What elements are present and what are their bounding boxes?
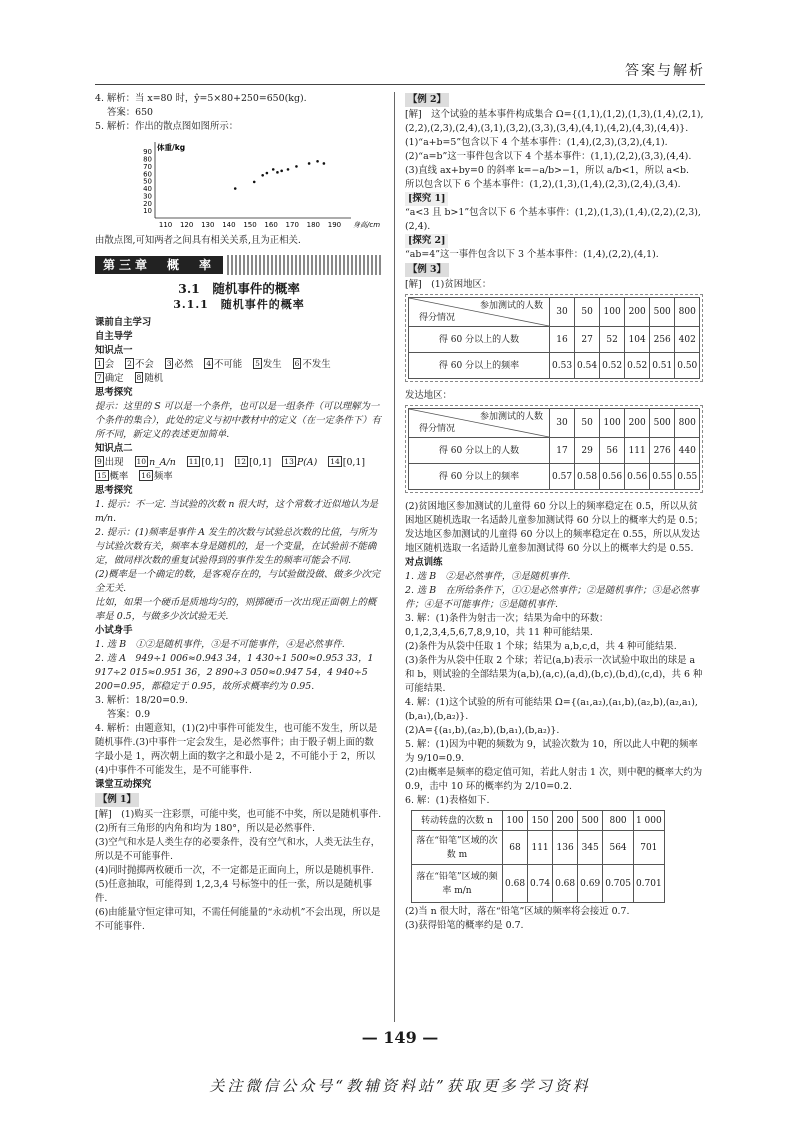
training-6: 6. 解：(1)表格如下.: [405, 795, 490, 806]
example-1-a: [解] (1)购买一注彩票，可能中奖，也可能不中奖，所以是随机事件.: [95, 809, 382, 820]
example-3-tag: 【例 3】: [405, 263, 449, 277]
heading-think-2: 思考探究: [95, 485, 133, 496]
section-title: 3.1 随机事件的概率: [178, 281, 300, 296]
y-tick-label: 30: [143, 192, 152, 201]
heading-small-test: 小试身手: [95, 625, 133, 636]
developed-area-table-wrap: [405, 405, 703, 493]
small-test-1: 1. 选 B ①②是随机事件，③是不可能事件，④是必然事件.: [95, 639, 345, 650]
y-tick-label: 10: [143, 207, 152, 216]
training-6c: (3)获得铅笔的概率约是 0.7.: [405, 920, 524, 931]
probe-2-tag: [探究 2]: [405, 234, 448, 248]
heading-knowledge-1: 知识点一: [95, 345, 133, 356]
poor-area-table: 参加测试的人数 得分情况 30 50 100 200 500 800 得 60 分以上的人数 16 27 52 104 256 402 得 60 分以上的频率 0.53 0.54 0.52 0.52 0.51 0.50: [408, 297, 700, 379]
y-tick-label: 20: [143, 199, 152, 208]
example-2-b: (1)“a+b=5”包含以下 4 个基本事件：(1,4),(2,3),(3,2),(4,1).: [405, 137, 668, 148]
scatter-point: [287, 168, 290, 171]
chapter-banner: [95, 254, 383, 276]
developed-area-label: 发达地区：: [405, 390, 452, 401]
x-tick-label: 150: [243, 221, 257, 229]
q4-analysis: 4. 解析：当 x=80 时，ŷ=5×80+250=650(kg).: [95, 93, 307, 104]
right-column: [405, 92, 705, 933]
knowledge-1-row-2: 7 确定 8 随机: [97, 373, 164, 384]
diag-header-cell: 参加测试的人数 得分情况: [409, 298, 550, 327]
x-tick-label: 110: [158, 221, 173, 229]
y-tick-label: 90: [143, 148, 152, 157]
developed-area-table: 参加测试的人数 得分情况 30 50 100 200 500 800 得 60 分以上的人数 17 29 56 111 276 440 得 60 分以上的频率 0.57 0.58 0.56 0.56 0.55 0.55: [408, 408, 700, 490]
scatter-point: [234, 187, 237, 190]
training-2: 2. 选 B 在所给条件下，①①是必然事件；②是随机事件；③是必然事件；④是不可能事件；⑤是随机事件.: [405, 585, 699, 610]
y-tick-label: 40: [143, 185, 152, 194]
training-3c: (3)条件为从袋中任取 2 个球；若记(a,b)表示一次试验中取出的球是 a 和 b，则试验的全部结果为(a,b),(a,c),(a,d),(b,c),(b,d),(c,d)，共 6 种可能结果.: [405, 655, 703, 694]
probe-1-text: “a<3 且 b>1”包含以下 6 个基本事件：(1,2),(1,3),(1,4),(2,2),(2,3),(2,4).: [405, 207, 701, 232]
example-3-c: 发达地区参加测试的儿童得 60 分以上的频率稳定在 0.55，所以从发达地区随机选取一名适龄儿童参加测试得 60 分以上的概率大约是 0.55.: [405, 529, 700, 554]
example-2-d: (3)直线 ax+by=0 的斜率 k=−a/b>−1，所以 a/b<1，所以 a<b.: [405, 165, 689, 176]
example-1-e: (5)任意抽取，可能得到 1,2,3,4 号标签中的任一张，所以是随机事件.: [95, 879, 373, 904]
tip-2b: (2)概率是一个确定的数，是客观存在的，与试验做没做、做多少次完全无关.: [95, 569, 381, 594]
training-1: 1. 选 B ②是必然事件，③是随机事件.: [405, 571, 571, 582]
diag-header-cell-2: 参加测试的人数 得分情况: [409, 409, 550, 438]
example-1-c: (3)空气和水是人类生存的必要条件，没有空气和水，人类无法生存，所以是不可能事件.: [95, 837, 381, 862]
probe-1-tag: [探究 1]: [405, 192, 448, 206]
poor-area-table-wrap: [405, 294, 703, 382]
example-1-tag: 【例 1】: [95, 793, 139, 807]
y-tick-label: 50: [143, 177, 152, 186]
scatter-point: [308, 162, 311, 165]
heading-think-1: 思考探究: [95, 387, 133, 398]
training-4a: 4. 解：(1)这个试验的所有可能结果 Ω={(a₁,a₂),(a₁,b),(a₂,b),(a₂,a₁),(b,a₁),(b,a₂)}.: [405, 697, 698, 722]
example-2-tag: 【例 2】: [405, 93, 449, 107]
knowledge-2-row-2: 15 概率 16 频率: [97, 471, 173, 482]
page-header: [95, 58, 705, 85]
q4-answer: 答案：650: [107, 107, 154, 118]
spinner-table: 转动转盘的次数 n 100 150 200 500 800 1 000 落在“铅笔”区域的次数 m 68 111 136 345 564 701 落在“铅笔”区域的频率 m/n 0.68 0.74 0.68 0.69 0.705 0.701: [411, 810, 665, 903]
training-6b: (2)当 n 很大时，落在“铅笔”区域的频率将会接近 0.7.: [405, 906, 630, 917]
small-test-3: 3. 解析：18/20=0.9.: [95, 695, 188, 706]
left-column: [95, 92, 383, 934]
probe-2-text: “ab=4”这一事件包含以下 3 个基本事件：(1,4),(2,2),(4,1).: [405, 249, 659, 260]
tip-2c: 比如，如果一个硬币是质地均匀的，则掷硬币一次出现正面朝上的概率是 0.5，与做多少次试验无关.: [95, 597, 377, 622]
x-tick-label: 160: [264, 221, 278, 229]
heading-training: 对点训练: [405, 557, 443, 568]
training-3b: (2)条件为从袋中任取 1 个球；结果为 a,b,c,d，共 4 种可能结果.: [405, 641, 677, 652]
example-1-b: (2)所有三角形的内角和均为 180°，所以是必然事件.: [95, 823, 315, 834]
x-axis-title: 身高/cm: [353, 221, 381, 229]
x-tick-label: 170: [285, 221, 299, 229]
scatter-point: [253, 181, 256, 184]
heading-guide: 自主导学: [95, 331, 133, 342]
scatter-point: [266, 172, 269, 175]
column-divider: [394, 92, 395, 1022]
small-test-2: 2. 选 A 949÷1 006≈0.943 34，1 430÷1 500≈0.953 33，1 917÷2 015≈0.951 36，2 890÷3 050≈0.947 54，4 940÷5 200=0.95，都稳定于 0.95，故所求概率约为 0.95.: [95, 653, 374, 692]
tip-1: 1. 提示：不一定. 当试验的次数 n 很大时，这个常数才近似地认为是 m/n.: [95, 499, 379, 524]
chapter-title: 第三章 概 率: [95, 256, 223, 274]
scatter-point: [261, 174, 264, 177]
knowledge-1-row-1: 1 会 2 不会 3 必然 4 不可能 5 发生 6 不发生: [97, 359, 331, 370]
scatter-point: [276, 171, 279, 174]
scatter-point: [323, 162, 326, 165]
example-1-d: (4)同时抛掷两枚硬币一次，不一定都是正面向上，所以是随机事件.: [95, 865, 374, 876]
subsection-title: 3.1.1 随机事件的概率: [173, 298, 305, 311]
footer-note: 关注微信公众号“教辅资料站”获取更多学习资料: [209, 1077, 591, 1095]
knowledge-2-row-1: 9 出现 10 n_A/n 11 [0,1] 12 [0,1] 13 P(A) 14 [0,1]: [97, 457, 366, 468]
training-5a: 5. 解：(1)因为中靶的频数为 9，试验次数为 10，所以此人中靶的频率为 9/10=0.9.: [405, 739, 698, 764]
example-3-a: [解] (1)贫困地区：: [405, 279, 492, 290]
tip-2a: 2. 提示：(1)频率是事件 A 发生的次数与试验总次数的比值，与所为与试验次数有关，频率本身是随机的，是一个变量，在试验前不能确定，做同样次数的重复试验得到的事件发生的频率可能会不同.: [95, 527, 377, 566]
example-2-e: 所以包含以下 6 个基本事件：(1,2),(1,3),(1,4),(2,3),(2,4),(3,4).: [405, 179, 681, 190]
x-tick-label: 130: [201, 221, 215, 229]
training-3a: 3. 解：(1)条件为射击一次；结果为命中的环数：0,1,2,3,4,5,6,7,8,9,10，共 11 种可能结果.: [405, 613, 609, 638]
example-2-a: [解] 这个试验的基本事件构成集合 Ω={(1,1),(1,2),(1,3),(1,4),(2,1),(2,2),(2,3),(2,4),(3,1),(3,2),(3,3),(3,4),(4,1),(4,2),(4,3),(4,4)}.: [405, 109, 704, 134]
example-3-b: (2)贫困地区参加测试的儿童得 60 分以上的频率稳定在 0.5，所以从贫困地区随机选取一名适龄儿童参加测试得 60 分以上的概率大约是 0.5；: [405, 501, 704, 526]
example-1-f: (6)由能量守恒定律可知，不需任何能量的“永动机”不会出现，所以是不可能事件.: [95, 907, 381, 932]
y-tick-label: 80: [143, 155, 152, 164]
scatter-point: [272, 168, 275, 171]
scatter-conclusion: 由散点图,可知两者之间具有相关关系,且为正相关.: [95, 235, 301, 246]
heading-knowledge-2: 知识点二: [95, 443, 133, 454]
example-2-c: (2)“a=b”这一事件包含以下 4 个基本事件：(1,1),(2,2),(3,3),(4,4).: [405, 151, 692, 162]
scatter-point: [280, 170, 283, 173]
small-test-3-answer: 答案：0.9: [107, 709, 151, 720]
x-tick-label: 120: [179, 221, 194, 229]
training-5b: (2)由概率是频率的稳定值可知，若此人射击 1 次，则中靶的概率大约为 0.9，击中 10 环的概率约为 2/10=0.2.: [405, 767, 703, 792]
chapter-stripes: [227, 255, 383, 275]
y-axis-title: 体重/kg: [157, 143, 186, 152]
heading-classroom: 课堂互动探究: [95, 779, 152, 790]
training-4b: (2)A={(a₁,b),(a₂,b),(b,a₁),(b,a₂)}.: [405, 725, 560, 736]
x-tick-label: 190: [327, 221, 342, 229]
page-number: — 149 —: [361, 1028, 439, 1047]
heading-pre-study: 课前自主学习: [95, 317, 152, 328]
x-tick-label: 140: [222, 221, 236, 229]
q5-analysis: 5. 解析：作出的散点图如图所示：: [95, 121, 239, 132]
scatter-point: [295, 165, 298, 168]
small-test-4: 4. 解析：由题意知，(1)(2)中事件可能发生，也可能不发生，所以是随机事件.(3)中事件一定会发生，是必然事件；由于骰子朝上面的数字最小是 1，两次朝上面的数字之和最小是 2，不可能小于 2，所以(4)中事件不可能发生，是不可能事件.: [95, 723, 378, 776]
scatter-plot: [95, 136, 383, 232]
x-tick-label: 180: [306, 221, 321, 229]
scatter-point: [316, 160, 319, 163]
y-tick-label: 70: [143, 162, 152, 171]
header-title: 答案与解析: [625, 63, 705, 79]
y-tick-label: 60: [143, 170, 152, 179]
think-text: 提示：这里的 S 可以是一个条件，也可以是一组条件（可以理解为一个条件的集合），此处的定义与初中教材中的定义（在一定条件下）有所不同，新定义的表述更加简单.: [95, 401, 381, 440]
